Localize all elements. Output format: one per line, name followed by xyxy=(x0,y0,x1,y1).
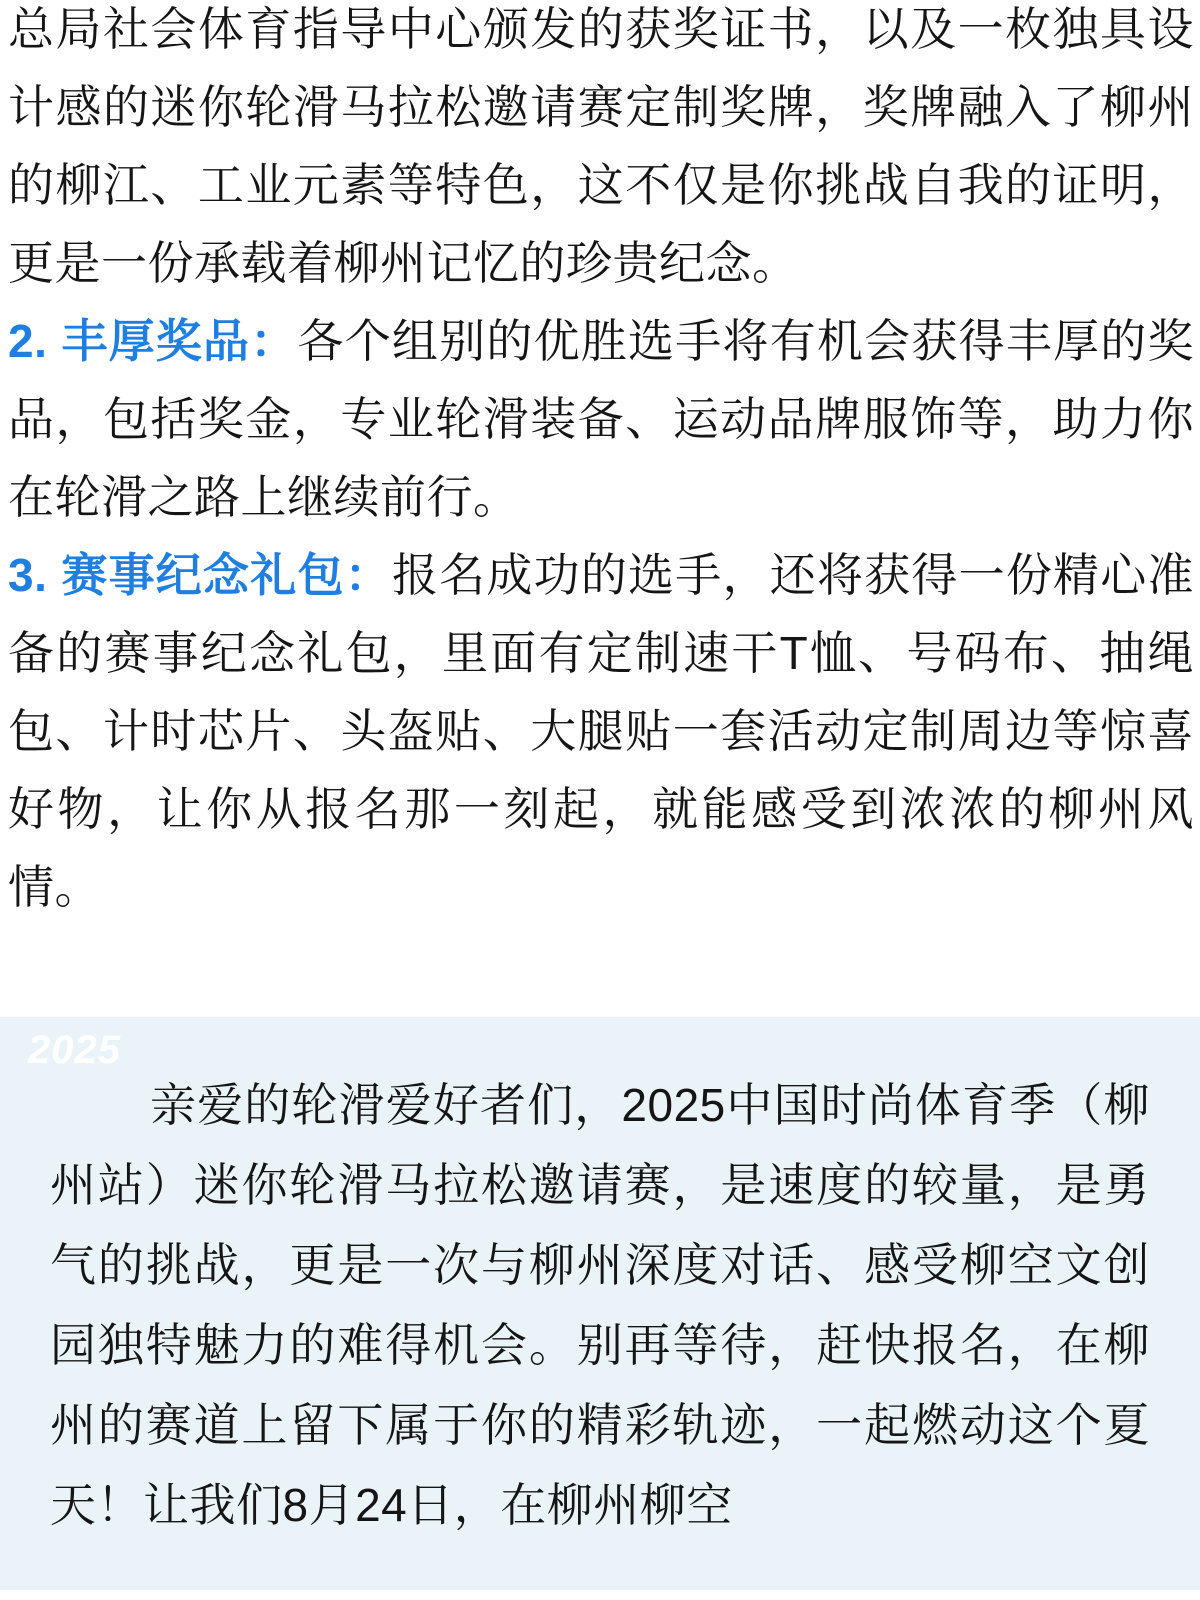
paragraph-text: 各个组别的优胜选手将有机会获得丰厚的奖品，包括奖金，专业轮滑装备、运动品牌服饰等，助力你在轮滑之路上继续前行。 xyxy=(8,315,1194,523)
paragraph-text: 报名成功的选手，还将获得一份精心准备的赛事纪念礼包，里面有定制速干T恤、号码布、抽绳包、计时芯片、头盔贴、大腿贴一套活动定制周边等惊喜好物，让你从报名那一刻起，就能感受到浓浓的柳州风情。 xyxy=(8,549,1194,913)
closing-paragraph: 亲爱的轮滑爱好者们，2025中国时尚体育季（柳州站）迷你轮滑马拉松邀请赛，是速度的较量，是勇气的挑战，更是一次与柳州深度对话、感受柳空文创园独特魅力的难得机会。别再等待，赶快报名，在柳州的赛道上留下属于你的精彩轨迹，一起燃动这个夏天！让我们8月24日，在柳州柳空 xyxy=(50,1079,1150,1531)
paragraph-lead-label: 3. 赛事纪念礼包： xyxy=(8,549,392,601)
year-tag-label: 2025 xyxy=(28,1028,121,1072)
closing-highlight-block xyxy=(0,1017,1200,1590)
paragraph-souvenir-pack xyxy=(8,536,1194,926)
paragraph-rich-prizes xyxy=(8,302,1194,536)
paragraph-lead-label: 2. 丰厚奖品： xyxy=(8,315,298,367)
paragraph-awards-continued xyxy=(8,0,1194,302)
paragraph-text: 总局社会体育指导中心颁发的获奖证书，以及一枚独具设计感的迷你轮滑马拉松邀请赛定制奖牌，奖牌融入了柳州的柳江、工业元素等特色，这不仅是你挑战自我的证明，更是一份承载着柳州记忆的珍贵纪念。 xyxy=(8,3,1194,289)
